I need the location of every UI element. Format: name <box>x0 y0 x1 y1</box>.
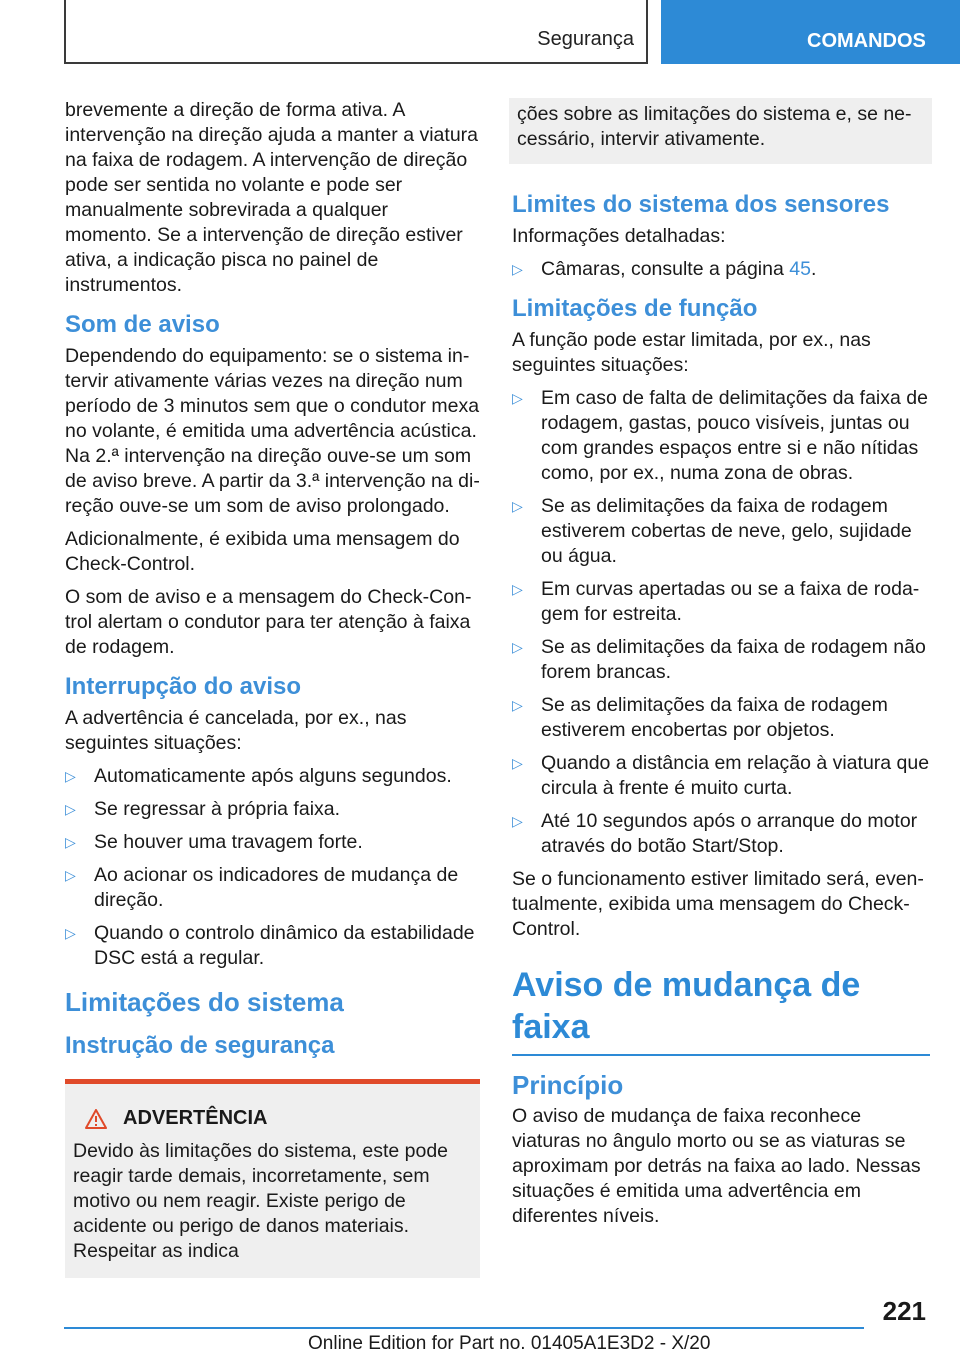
triangle-bullet-icon: ▷ <box>65 834 76 850</box>
paragraph-som-2: Adicionalmente, é exibida uma mensagem do Check-Control. <box>65 528 460 575</box>
list-item: ▷ Câmaras, consulte a página 45. <box>512 258 817 280</box>
list-funcao <box>512 386 930 859</box>
list-item: ▷ Quando a distância em relação à viatura que circula à frente é muito curta. <box>512 752 930 799</box>
paragraph-interrupcao: A advertência é cancelada, por ex., nas seguintes situações: <box>65 707 407 754</box>
heading-limitacoes-funcao: Limitações de função <box>512 295 758 322</box>
triangle-bullet-icon: ▷ <box>65 801 76 817</box>
header-section-box <box>64 0 648 64</box>
triangle-bullet-icon: ▷ <box>512 755 523 771</box>
heading-som-de-aviso: Som de aviso <box>65 311 220 338</box>
list-item: ▷ Até 10 segundos após o arranque do motor através do botão Start/Stop. <box>512 810 918 857</box>
triangle-bullet-icon: ▷ <box>512 581 523 597</box>
triangle-bullet-icon: ▷ <box>512 498 523 514</box>
heading-aviso-mudanca-faixa: Aviso de mudança de faixa <box>512 964 930 1056</box>
triangle-bullet-icon: ▷ <box>512 390 523 406</box>
list-item: ▷ Em caso de falta de delimitações da faixa de rodagem, gastas, pouco visíveis, juntas ou com grandes espaços entre si e não nítidas como, por ex., numa zona de obras. <box>512 387 928 484</box>
list-item: ▷ Quando o controlo dinâmico da estabilidade DSC está a regular. <box>65 922 475 969</box>
paragraph-som-1: Dependendo do equipamento: se o sistema intervir ativamente várias vezes na direção num período de 3 minutos sem que o condutor mexa no volante, é emitida uma advertência acústica. Na 2.ª intervenção na direção ouve-se um som de aviso breve. A partir da 3.ª intervenção na direção ouve-se um som de aviso prolongado. <box>65 345 480 517</box>
paragraph-funcao-end: Se o funcionamento estiver limitado será, eventualmente, exibida uma mensagem do Check-Control. <box>512 868 924 940</box>
triangle-bullet-icon: ▷ <box>512 813 523 829</box>
list-item: ▷ Se regressar à própria faixa. <box>65 798 341 820</box>
heading-principio: Princípio <box>512 1070 624 1100</box>
heading-limitacoes-sistema: Limitações do sistema <box>65 987 344 1017</box>
header-chapter-title: COMANDOS <box>807 30 926 52</box>
list-item: ▷ Se houver uma travagem forte. <box>65 831 363 853</box>
warning-triangle-icon <box>85 1109 107 1129</box>
list-item: ▷ Se as delimitações da faixa de rodagem estiverem encobertas por objetos. <box>512 694 888 741</box>
list-item: ▷ Automaticamente após alguns segundos. <box>65 765 452 787</box>
page-reference-link[interactable]: 45 <box>789 258 811 280</box>
header-section-title: Segurança <box>537 28 634 50</box>
footer-edition: Online Edition for Part no. 01405A1E3D2 - X/20 <box>308 1333 711 1354</box>
triangle-bullet-icon: ▷ <box>512 697 523 713</box>
list-sensores <box>512 257 930 282</box>
list-interrupcao <box>65 764 480 971</box>
triangle-bullet-icon: ▷ <box>512 261 523 277</box>
list-item: ▷ Se as delimitações da faixa de rodagem estiverem cobertas de neve, gelo, sujidade ou água. <box>512 495 912 567</box>
triangle-bullet-icon: ▷ <box>65 768 76 784</box>
paragraph-funcao: A função pode estar limitada, por ex., nas seguintes situações: <box>512 329 871 376</box>
page-number: 221 <box>882 1296 926 1326</box>
heading-limites-sensores: Limites do sistema dos sensores <box>512 191 890 218</box>
triangle-bullet-icon: ▷ <box>65 867 76 883</box>
warning-title: ADVERTÊNCIA <box>73 1106 472 1131</box>
right-column <box>512 98 930 1237</box>
warning-text-continued: ções sobre as limitações do sistema e, se necessário, intervir ativamente. <box>517 103 912 150</box>
list-item: ▷ Ao acionar os indicadores de mudança de direção. <box>65 864 459 911</box>
header-chapter-tab <box>661 0 960 64</box>
paragraph-intro: brevemente a direção de forma ativa. A intervenção na direção ajuda a manter a viatura na faixa de rodagem. A intervenção de direção pode ser sentida no volante e pode ser manualmente sobrevirada a qualquer momento. Se a intervenção de direção estiver ativa, a indicação pisca no painel de instrumentos. <box>65 99 479 296</box>
left-column <box>65 98 480 1278</box>
paragraph-sensores: Informações detalhadas: <box>512 225 726 247</box>
footer-divider <box>64 1327 864 1329</box>
warning-continuation <box>509 98 932 164</box>
warning-box <box>65 1079 480 1278</box>
paragraph-som-3: O som de aviso e a mensagem do Check-Control alertam o condutor para ter atenção à faixa de rodagem. <box>65 586 472 658</box>
list-item: ▷ Em curvas apertadas ou se a faixa de rodagem for estreita. <box>512 578 920 625</box>
paragraph-principio: O aviso de mudança de faixa reconhece viaturas no ângulo morto ou se as viaturas se aproximam por detrás na faixa ao lado. Nessas situações é emitida uma advertência em diferentes níveis. <box>512 1105 921 1227</box>
list-item: ▷ Se as delimitações da faixa de rodagem não forem brancas. <box>512 636 926 683</box>
triangle-bullet-icon: ▷ <box>512 639 523 655</box>
triangle-bullet-icon: ▷ <box>65 925 76 941</box>
warning-text: Devido às limitações do sistema, este pode reagir tarde demais, incorretamente, sem motivo ou nem reagir. Existe perigo de acidente ou perigo de danos materiais. Respeitar as indica <box>73 1140 449 1262</box>
heading-instrucao-seguranca: Instrução de segurança <box>65 1032 335 1059</box>
heading-interrupcao: Interrupção do aviso <box>65 673 302 700</box>
